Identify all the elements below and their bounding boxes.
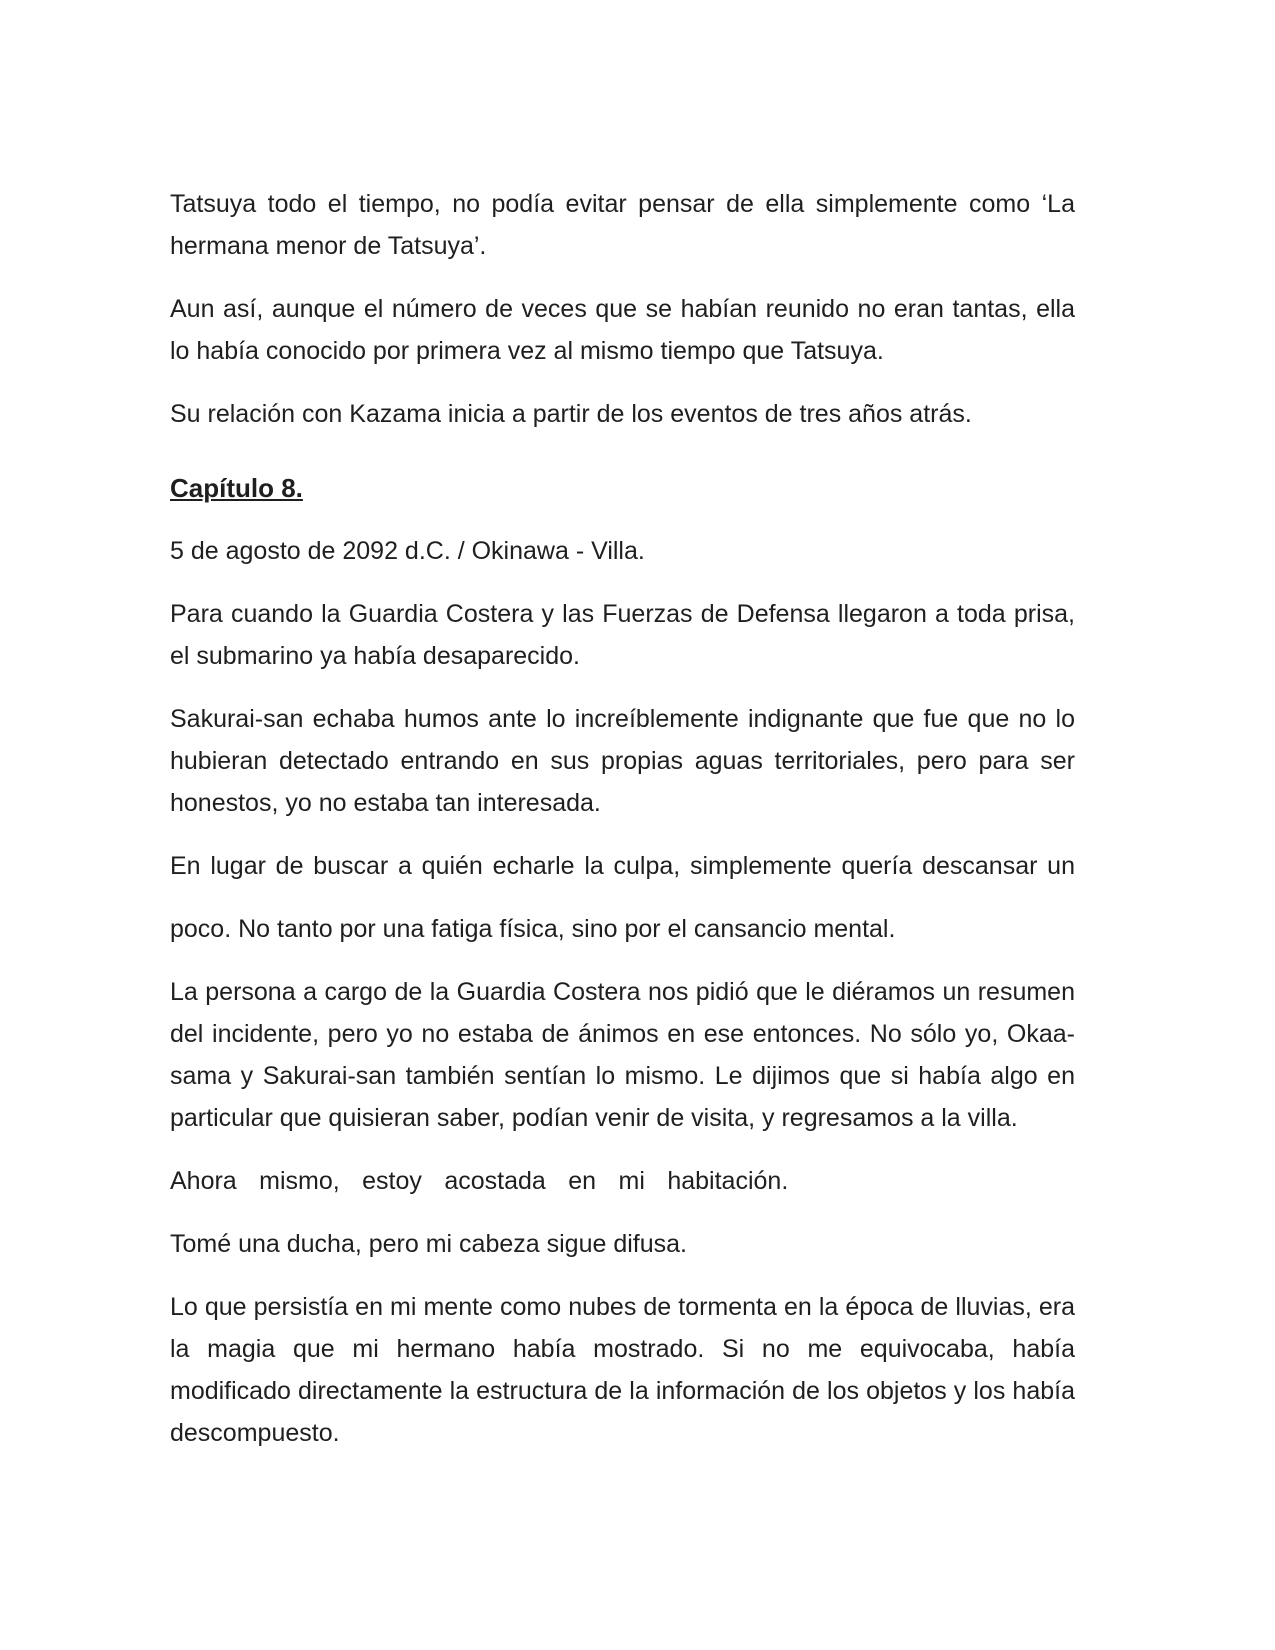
- paragraph-aun-asi: Aun así, aunque el número de veces que se habían reunido no eran tantas, ella lo había conocido por primera vez al mismo tiempo que Tatsuya.: [170, 295, 1075, 365]
- paragraph-date-location: 5 de agosto de 2092 d.C. / Okinawa - Villa.: [170, 537, 645, 565]
- paragraph-tome-una-ducha: Tomé una ducha, pero mi cabeza sigue difusa.: [170, 1230, 687, 1258]
- paragraph-poco-fatiga: poco. No tanto por una fatiga física, sino por el cansancio mental.: [170, 915, 896, 943]
- paragraph-sakurai-san: Sakurai-san echaba humos ante lo increíblemente indignante que fue que no lo hubieran detectado entrando en sus propias aguas territoriales, pero para ser honestos, yo no estaba tan interesada.: [170, 705, 1075, 817]
- paragraph-ahora-mismo: Ahora mismo, estoy acostada en mi habitación.: [170, 1167, 789, 1195]
- paragraph-en-lugar-de-buscar: En lugar de buscar a quién echarle la culpa, simplemente quería descansar un: [170, 852, 1075, 880]
- paragraph-guardia-costera-llegada: Para cuando la Guardia Costera y las Fuerzas de Defensa llegaron a toda prisa, el submarino ya había desaparecido.: [170, 600, 1075, 670]
- paragraph-lo-que-persistia: Lo que persistía en mi mente como nubes de tormenta en la época de lluvias, era la magia que mi hermano había mostrado. Si no me equivocaba, había modificado directamente la estructura de la información de los objetos y los había descompuesto.: [170, 1293, 1075, 1447]
- paragraph-relacion-kazama: Su relación con Kazama inicia a partir de los eventos de tres años atrás.: [170, 400, 972, 428]
- paragraph-persona-a-cargo: La persona a cargo de la Guardia Costera nos pidió que le diéramos un resumen del incidente, pero yo no estaba de ánimos en ese entonces. No sólo yo, Okaa-sama y Sakurai-san también sentían lo mismo. Le dijimos que si había algo en particular que quisieran saber, podían venir de visita, y regresamos a la villa.: [170, 978, 1075, 1132]
- chapter-heading: Capítulo 8.: [170, 473, 303, 503]
- paragraph-tatsuya-todo: Tatsuya todo el tiempo, no podía evitar pensar de ella simplemente como ‘La hermana menor de Tatsuya’.: [170, 190, 1075, 260]
